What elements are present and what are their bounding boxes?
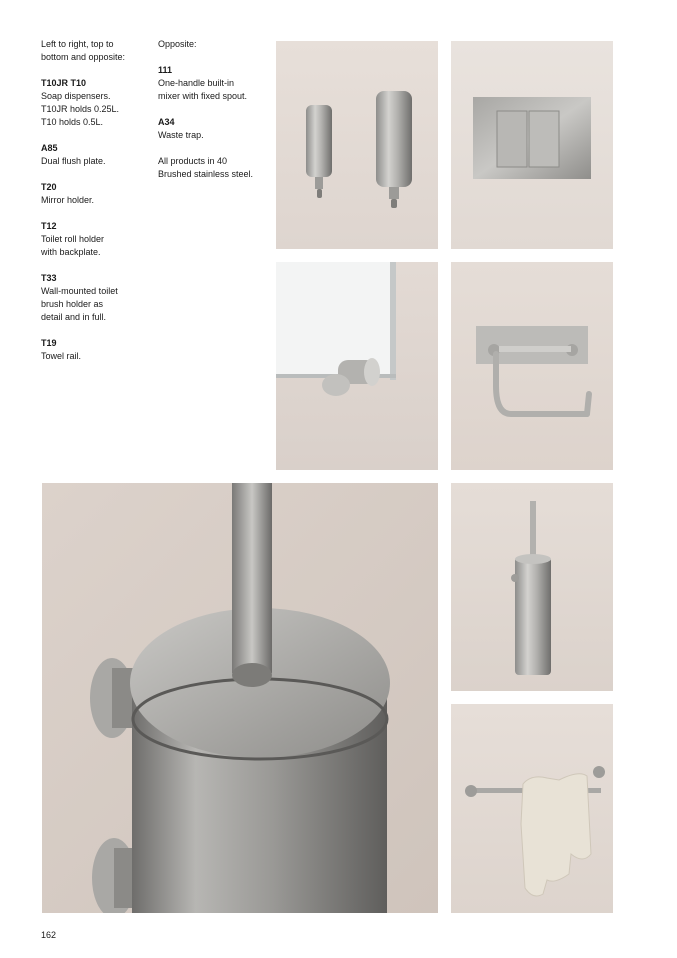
towel-rail-illustration <box>451 704 613 913</box>
product-description: Toilet roll holder with backplate. <box>41 234 105 257</box>
flush-plate-photo <box>451 41 613 249</box>
caption-item <box>41 220 151 259</box>
product-code: 111 <box>158 65 173 75</box>
product-code: T12 <box>41 221 57 231</box>
caption-intro: Left to right, top to bottom and opposite: <box>41 39 126 62</box>
page-number: 162 <box>41 930 57 940</box>
product-code: T19 <box>41 338 57 348</box>
product-description: Mirror holder. <box>41 195 95 205</box>
caption-item <box>41 181 151 207</box>
product-description: One-handle built-in mixer with fixed spout. <box>158 78 248 101</box>
product-code: T33 <box>41 273 57 283</box>
caption-intro: Opposite: <box>158 39 197 49</box>
caption-item <box>158 116 268 142</box>
product-description: Waste trap. <box>158 130 204 140</box>
caption-column-right <box>158 38 268 194</box>
caption-item <box>41 142 151 168</box>
product-code: T10JR T10 <box>41 78 87 88</box>
caption-note: All products in 40 Brushed stainless steel. <box>158 156 254 179</box>
toilet-roll-holder-illustration <box>451 262 613 470</box>
toilet-brush-detail-illustration <box>42 483 438 913</box>
product-description: Wall-mounted toilet brush holder as detail and in full. <box>41 286 118 322</box>
product-description: Dual flush plate. <box>41 156 106 166</box>
caption-item <box>41 337 151 363</box>
product-code: A85 <box>41 143 58 153</box>
product-description: Soap dispensers. T10JR holds 0.25L. T10 holds 0.5L. <box>41 91 120 127</box>
towel-rail-photo <box>451 704 613 913</box>
toilet-brush-photo <box>451 483 613 691</box>
product-code: A34 <box>158 117 175 127</box>
mirror-holder-photo <box>276 262 438 470</box>
caption-item <box>158 64 268 103</box>
toilet-brush-illustration <box>451 483 613 691</box>
product-description: Towel rail. <box>41 351 82 361</box>
mirror-holder-illustration <box>276 262 438 470</box>
toilet-brush-detail-photo <box>42 483 438 913</box>
caption-column-left <box>41 38 151 376</box>
soap-dispensers-illustration <box>276 41 438 249</box>
soap-dispensers-photo <box>276 41 438 249</box>
flush-plate-illustration <box>451 41 613 249</box>
caption-item <box>41 77 151 129</box>
caption-item <box>41 272 151 324</box>
toilet-roll-holder-photo <box>451 262 613 470</box>
product-code: T20 <box>41 182 57 192</box>
